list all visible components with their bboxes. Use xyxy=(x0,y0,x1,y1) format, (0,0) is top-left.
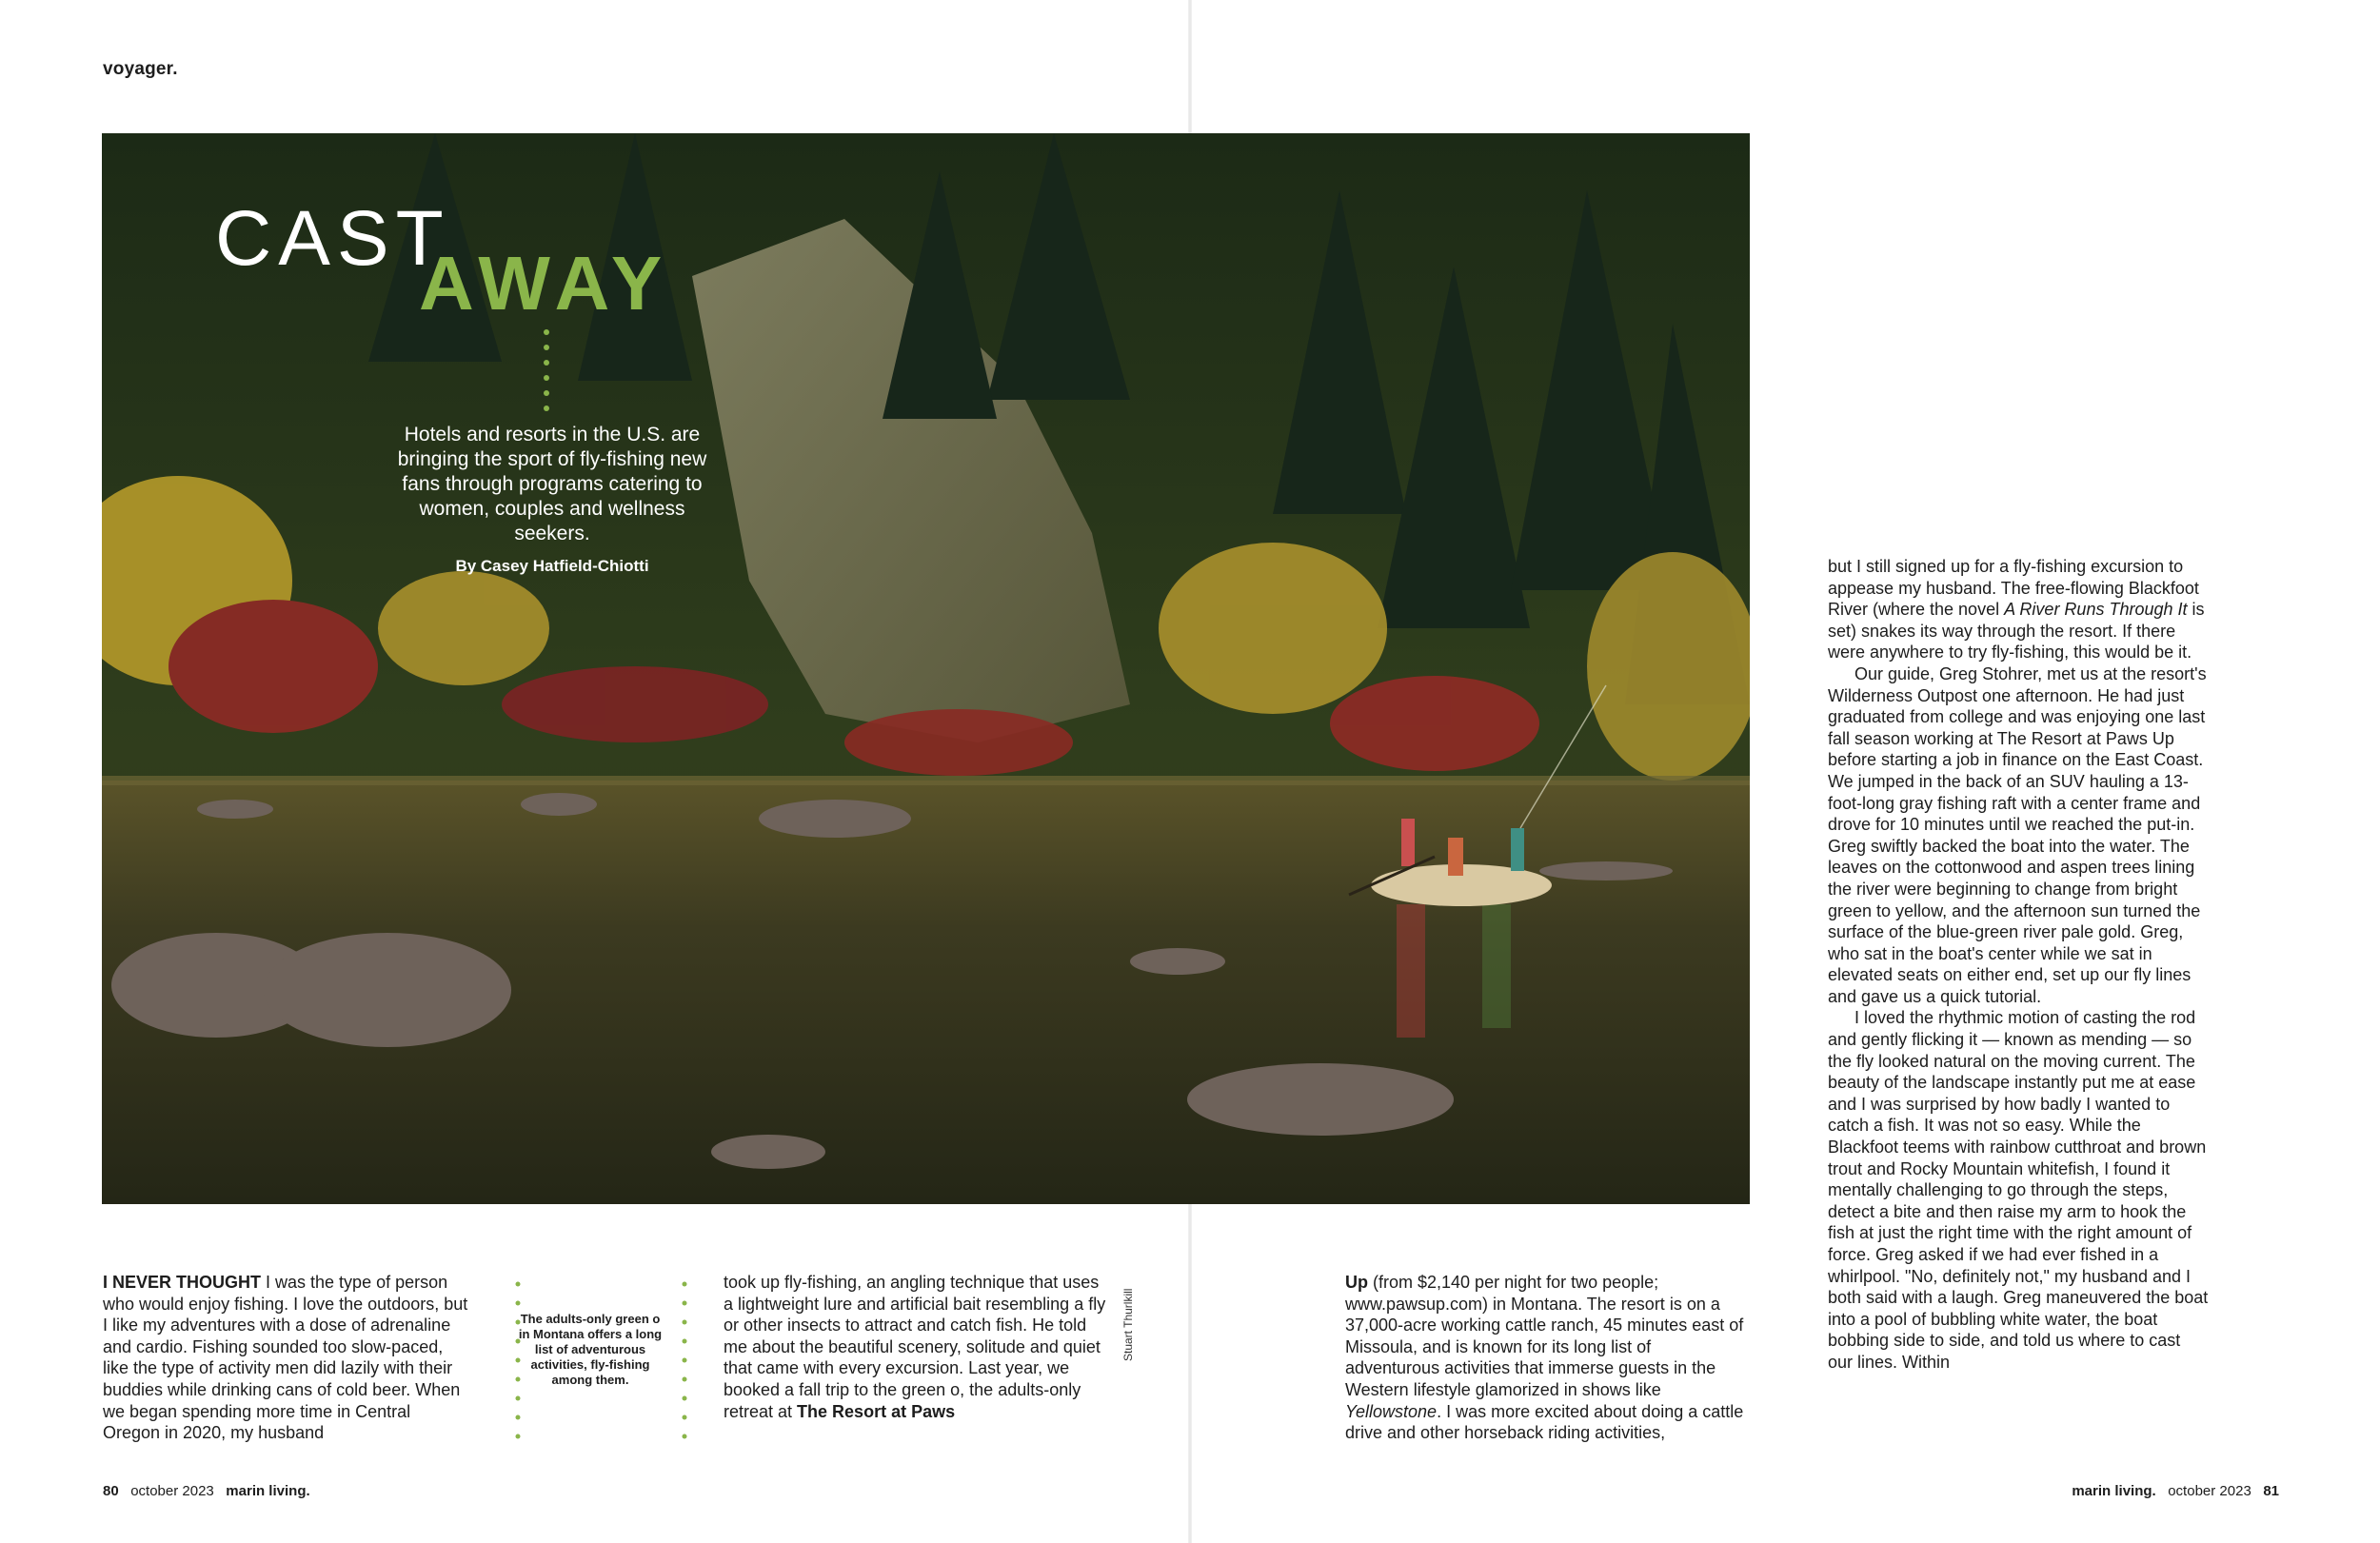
folio-right xyxy=(2072,1483,2279,1499)
brand-left: marin living. xyxy=(226,1483,310,1499)
col4-p1-b: is set) snakes its way through the resort. If there were anywhere to try fly-fishing, this would be it. xyxy=(1828,600,2205,663)
col3-resort-name-end: Up xyxy=(1345,1273,1368,1292)
issue-date-right: october 2023 xyxy=(2168,1483,2251,1499)
col2-resort-name: The Resort at Paws xyxy=(797,1401,956,1421)
page-number-left: 80 xyxy=(103,1483,119,1499)
article-deck: Hotels and resorts in the U.S. are bringing the sport of fly-fishing new fans through programs catering to women, couples and wellness seekers. xyxy=(397,424,707,544)
caption-dotted-rule-right xyxy=(682,1280,687,1447)
col4-novel-title: A River Runs Through It xyxy=(2004,600,2188,620)
photo-caption: The adults-only green o in Montana offers a long list of adventurous activities, fly-fishing among them. xyxy=(518,1312,663,1387)
page-number-right: 81 xyxy=(2263,1483,2279,1499)
hero-photo xyxy=(102,133,1750,1204)
body-column-4 xyxy=(1828,556,2209,1374)
byline: By Casey Hatfield-Chiotti xyxy=(455,557,649,575)
col4-paragraph-2: Our guide, Greg Stohrer, met us at the resort's Wilderness Outpost one afternoon. He had just graduated from college and was enjoying one last fall season working at The Resort at Paws Up before starting a job in finance on the East Coast. We jumped in the back of an SUV hauling a 13-foot-long gray fishing raft with a center frame and drove for 10 minutes until we reached the put-in. Greg swiftly backed the boat into the water. The leaves on the cottonwood and aspen trees lining the river were beginning to change from bright green to yellow, and the afternoon sun turned the surface of the blue-green river pale gold. Greg, who sat in the boat's center while we sat in elevated seats on either end, set up our fly lines and gave us a quick tutorial. xyxy=(1828,663,2207,1006)
issue-date-left: october 2023 xyxy=(130,1483,214,1499)
col3-show-title: Yellowstone xyxy=(1345,1401,1438,1421)
col1-text: I was the type of person who would enjoy fishing. I love the outdoors, but I like my adventures with a dose of adrenaline and cardio. Fishing sounded too slow-paced, like the type of activity men did lazily with their buddies while drinking cans of cold beer. When we began spending more time in Central Oregon in 2020, my husband xyxy=(103,1273,468,1443)
headline-part-one: CAST xyxy=(215,195,450,282)
body-column-3 xyxy=(1345,1272,1745,1444)
col3-text-a: (from $2,140 per night for two people; www.pawsup.com) in Montana. The resort is on a 37,000-acre working cattle ranch, 45 minutes east of Missoula, and is known for its long list of adventurous activities that immerse guests in the Western lifestyle glamorized in shows like xyxy=(1345,1273,1744,1399)
col2-text: took up fly-fishing, an angling technique that uses a lightweight lure and artificial bait resembling a fly or other insects to attract and catch fish. He told me about the beautiful scenery, solitude and quiet that came with every excursion. Last year, we booked a fall trip to the green o, the adults-only retreat at xyxy=(724,1273,1106,1421)
body-column-2 xyxy=(724,1272,1109,1422)
lead-in: I NEVER THOUGHT xyxy=(103,1273,262,1292)
col4-p1-a: but I still signed up for a fly-fishing excursion to appease my husband. The free-flowing Blackfoot River (where the novel xyxy=(1828,557,2199,620)
folio-left xyxy=(103,1483,310,1499)
body-column-1 xyxy=(103,1272,469,1444)
section-tag: voyager. xyxy=(103,59,178,79)
title-dotted-rule xyxy=(543,328,550,414)
photo-credit: Stuart Thurlkill xyxy=(1121,1288,1135,1361)
river-scene-illustration xyxy=(102,133,1750,1204)
headline-part-two: AWAY xyxy=(419,241,671,326)
brand-right: marin living. xyxy=(2072,1483,2156,1499)
col3-text-b: . I was more excited about doing a cattle drive and other horseback riding activities, xyxy=(1345,1401,1744,1443)
col4-paragraph-3: I loved the rhythmic motion of casting the rod and gently flicking it — known as mending — so the fly looked natural on the moving current. The beauty of the landscape instantly put me at ease and I was surprised by how badly I wanted to catch a fish. It was not so easy. While the Blackfoot teems with rainbow cutthroat and brown trout and Rocky Mountain whitefish, I found it mentally challenging to go through the steps, detect a bite and then raise my arm to hook the fish at just the right time with the right amount of force. Greg asked if we had ever fished in a whirlpool. "No, definitely not," my husband and I both said with a laugh. Greg maneuvered the boat into a pool of bubbling white water, the boat bobbing side to side, and told us where to cast our lines. Within xyxy=(1828,1008,2209,1372)
